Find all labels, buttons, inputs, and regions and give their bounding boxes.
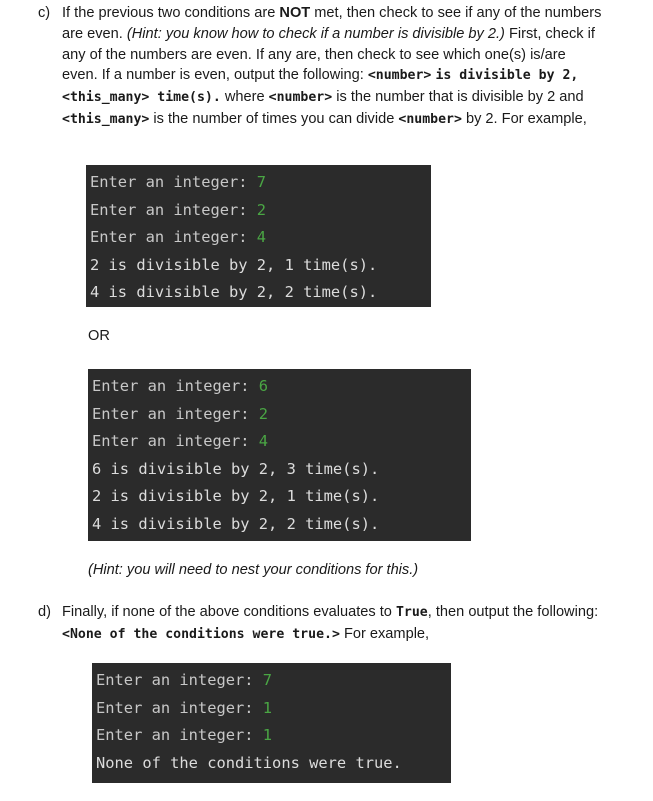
console-output-line: None of the conditions were true. xyxy=(96,753,402,772)
console-line xyxy=(92,428,471,456)
console-line xyxy=(92,401,471,429)
console-output-line: 4 is divisible by 2, 2 time(s). xyxy=(92,514,380,533)
text: is the number of times you can divide xyxy=(149,110,399,127)
console-line xyxy=(90,197,431,225)
console-line xyxy=(92,373,471,401)
hint-text: (Hint: you know how to check if a number is divisible by 2.) xyxy=(126,25,505,42)
text: Finally, if none of the above conditions evaluates to xyxy=(62,604,396,620)
emphasis-not: NOT xyxy=(279,5,311,21)
code-format: is divisible by 2, <this_many> time(s). xyxy=(62,68,579,106)
console-example-1 xyxy=(86,165,431,307)
input-value: 6 xyxy=(258,377,269,395)
prompt-text: Enter an integer: xyxy=(92,404,259,423)
input-value: 4 xyxy=(256,228,267,247)
code-this-many: <this_many> xyxy=(62,111,150,127)
input-value: 1 xyxy=(262,698,273,717)
text: If the previous two conditions are xyxy=(62,5,280,21)
list-marker-c: c) xyxy=(38,5,51,21)
code-number: <number> xyxy=(268,90,333,106)
console-line xyxy=(96,695,451,723)
console-example-2 xyxy=(88,369,471,541)
code-number: <number> xyxy=(398,111,462,127)
text: is the number that is divisible by 2 and xyxy=(332,89,584,106)
or-separator: OR xyxy=(88,328,110,344)
console-line xyxy=(96,722,451,750)
section-d-paragraph xyxy=(38,602,602,646)
console-output-line: 2 is divisible by 2, 1 time(s). xyxy=(92,487,380,506)
prompt-text: Enter an integer: xyxy=(90,200,257,219)
input-value: 7 xyxy=(262,671,273,689)
hint-nest: (Hint: you will need to nest your conditions for this.) xyxy=(88,562,419,578)
console-output-line: 4 is divisible by 2, 2 time(s). xyxy=(90,283,378,302)
section-c-paragraph xyxy=(38,3,602,131)
input-value: 1 xyxy=(262,726,273,745)
code-true: True xyxy=(395,605,428,620)
text: where xyxy=(220,89,269,106)
text: by 2. For example, xyxy=(461,110,587,127)
input-value: 7 xyxy=(256,173,267,191)
list-marker-d: d) xyxy=(38,604,51,620)
console-example-3 xyxy=(92,663,451,783)
prompt-text: Enter an integer: xyxy=(90,173,257,191)
code-number: <number> xyxy=(367,68,432,84)
text: For example, xyxy=(339,625,430,642)
prompt-text: Enter an integer: xyxy=(92,432,259,451)
code-none-message: <None of the conditions were true.> xyxy=(62,626,340,642)
console-line xyxy=(96,667,451,695)
text: First, check if any of the numbers are even. If any are, then check to see which one(s) is/are even. If a number is even, output the following: xyxy=(62,25,595,84)
input-value: 2 xyxy=(256,200,267,219)
console-output-line: 6 is divisible by 2, 3 time(s). xyxy=(92,459,380,478)
console-output-line: 2 is divisible by 2, 1 time(s). xyxy=(90,255,378,274)
console-line xyxy=(90,169,431,197)
input-value: 4 xyxy=(258,432,269,451)
console-line xyxy=(90,224,431,252)
prompt-text: Enter an integer: xyxy=(96,671,263,689)
prompt-text: Enter an integer: xyxy=(90,228,257,247)
prompt-text: Enter an integer: xyxy=(96,726,263,745)
text: met, then check to see if any of the numbers are even. xyxy=(62,5,602,42)
text: , then output the following: xyxy=(427,604,599,620)
prompt-text: Enter an integer: xyxy=(96,698,263,717)
prompt-text: Enter an integer: xyxy=(92,377,259,395)
input-value: 2 xyxy=(258,404,269,423)
